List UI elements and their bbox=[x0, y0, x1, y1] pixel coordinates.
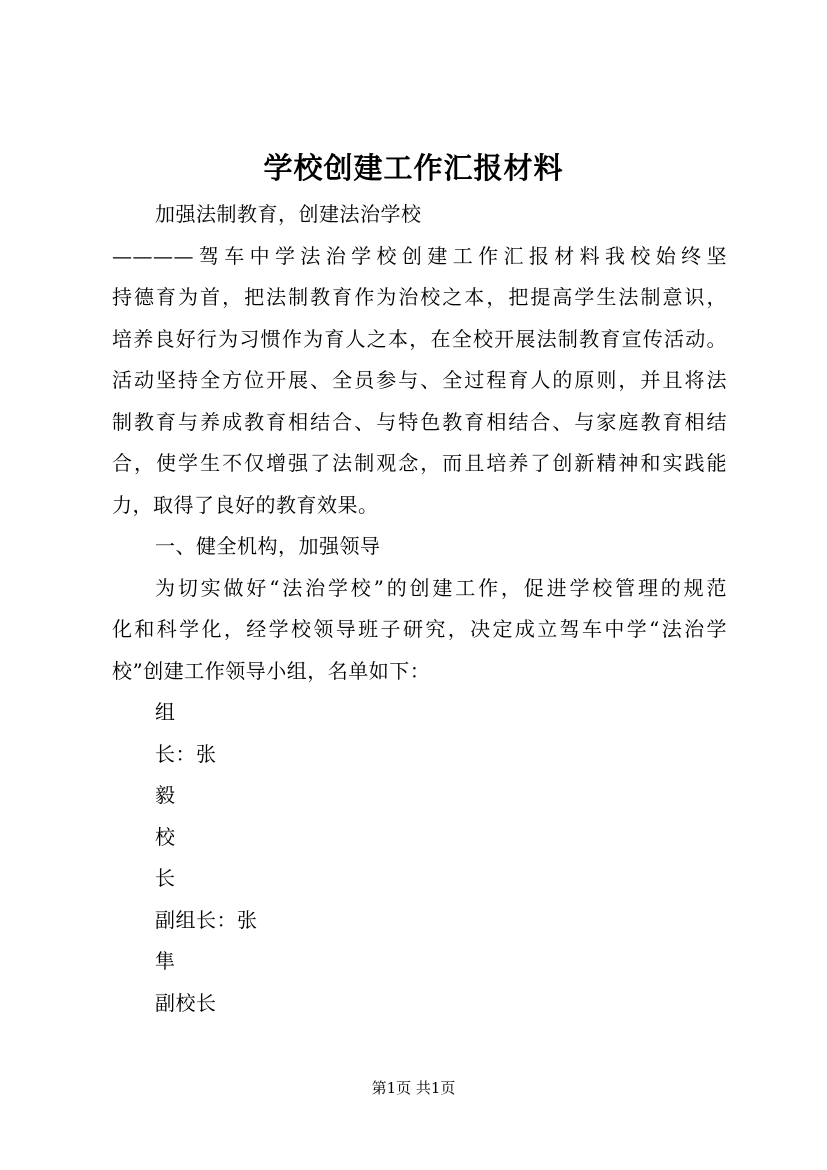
roster-line: 副校长 bbox=[155, 990, 217, 1015]
document-title: 学校创建工作汇报材料 bbox=[263, 151, 564, 185]
roster-line: 隼 bbox=[155, 949, 176, 973]
paragraph-line: 制教育与养成教育相结合、与特色教育相结合、与家庭教育相结 bbox=[112, 409, 727, 434]
roster-line: 长 bbox=[155, 866, 176, 890]
roster-line: 副组长：张 bbox=[155, 907, 258, 932]
roster-line: 校 bbox=[155, 824, 176, 849]
document-body bbox=[112, 194, 727, 1024]
paragraph-line: 校”创建工作领导小组，名单如下： bbox=[112, 658, 431, 683]
paragraph-line: 持德育为首，把法制教育作为治校之本，把提高学生法制意识， bbox=[112, 285, 727, 309]
paragraph-line: 化和科学化，经学校领导班子研究，决定成立驾车中学“法治学 bbox=[112, 617, 727, 641]
section-heading: 一、健全机构，加强领导 bbox=[155, 534, 381, 558]
paragraph-line: 培养良好行为习惯作为育人之本，在全校开展法制教育宣传活动。 bbox=[112, 326, 727, 351]
paragraph-line: 合，使学生不仅增强了法制观念，而且培养了创新精神和实践能 bbox=[112, 451, 727, 475]
paragraph-line: 力，取得了良好的教育效果。 bbox=[112, 492, 379, 517]
roster-line: 组 bbox=[155, 700, 176, 724]
paragraph-line: 为切实做好“法治学校”的创建工作，促进学校管理的规范 bbox=[155, 575, 727, 600]
paragraph-line: 活动坚持全方位开展、全员参与、全过程育人的原则，并且将法 bbox=[112, 368, 727, 392]
roster-line: 毅 bbox=[155, 783, 176, 807]
roster-line: 长：张 bbox=[155, 741, 217, 766]
paragraph-line: ————驾车中学法治学校创建工作汇报材料我校始终坚 bbox=[112, 243, 727, 268]
subtitle-line: 加强法制教育，创建法治学校 bbox=[155, 202, 422, 226]
page-footer: 第1页 共1页 bbox=[371, 1079, 456, 1097]
